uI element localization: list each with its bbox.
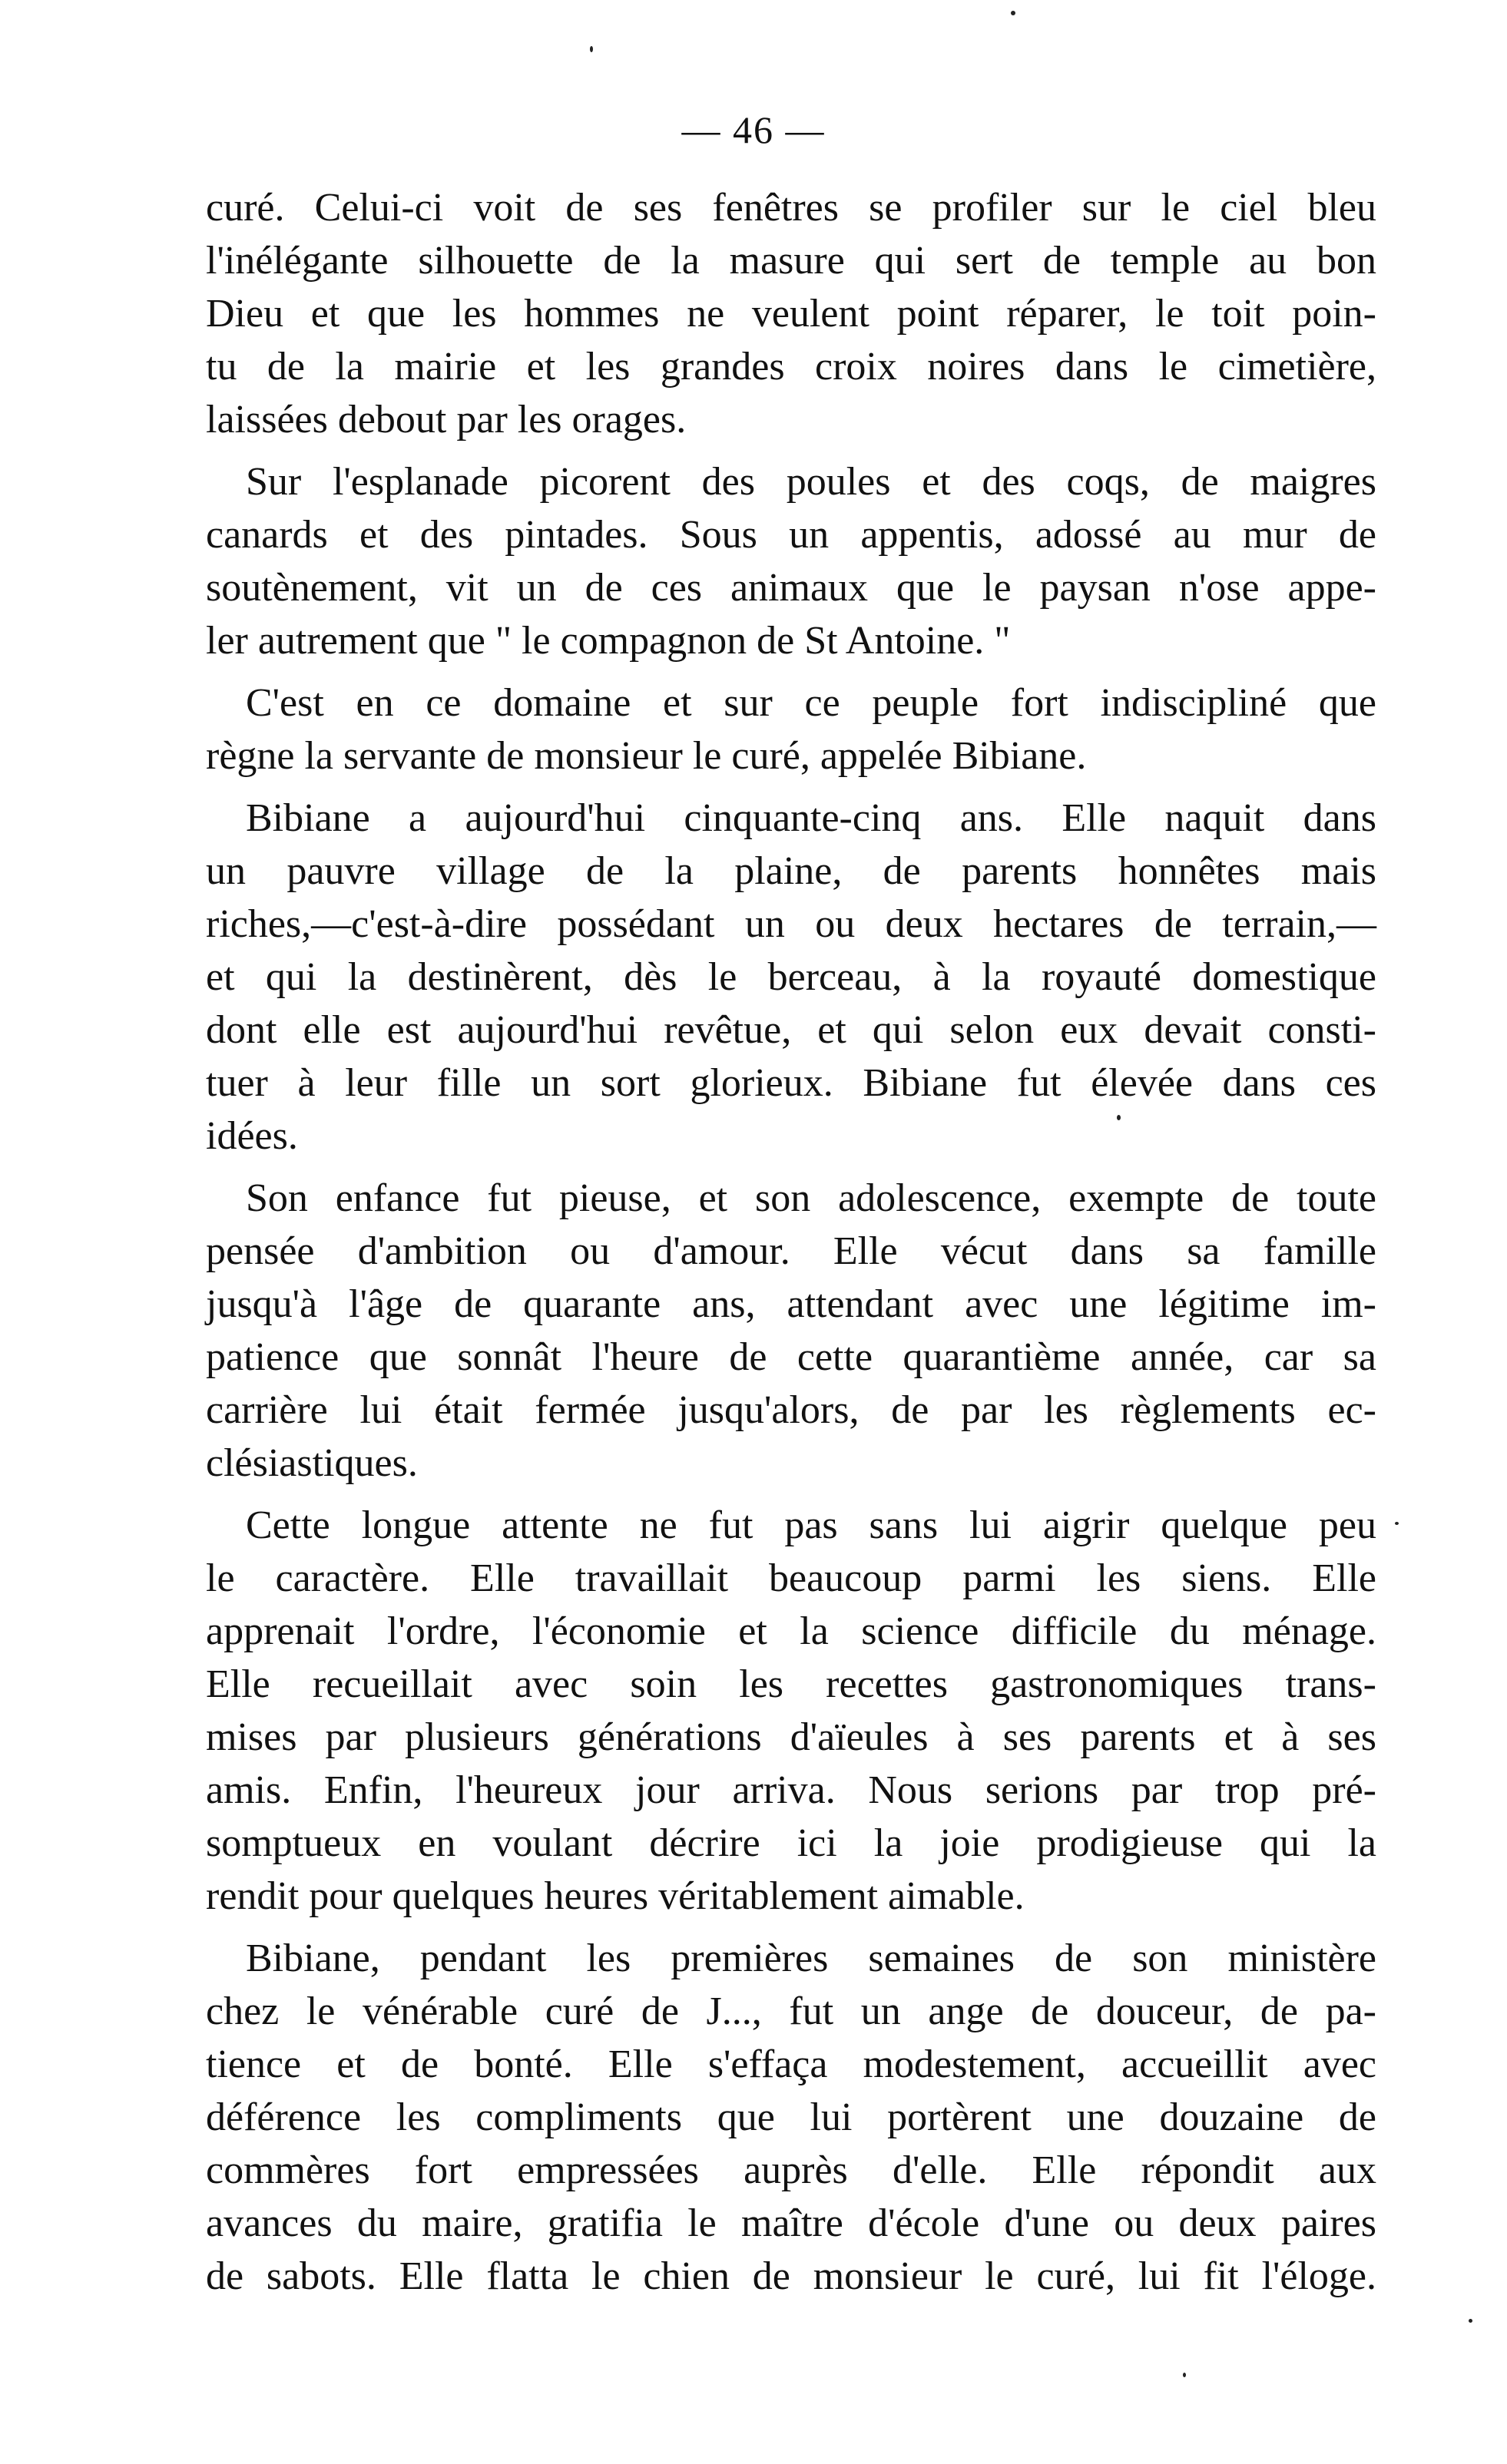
- text-line: déférence les compliments que lui portèrent une douzaine de: [206, 2095, 1376, 2139]
- text-line: C'est en ce domaine et sur ce peuple fort indiscipliné que: [246, 681, 1376, 725]
- text-line: chez le vénérable curé de J..., fut un ange de douceur, de pa-: [206, 1989, 1376, 2033]
- text-line: amis. Enfin, l'heureux jour arriva. Nous serions par trop pré-: [206, 1768, 1376, 1812]
- text-line: laissées debout par les orages.: [206, 398, 687, 442]
- text-line: dont elle est aujourd'hui revêtue, et qui selon eux devait consti-: [206, 1008, 1376, 1052]
- scan-speck: [1117, 1115, 1121, 1120]
- text-line: Cette longue attente ne fut pas sans lui aigrir quelque peu: [246, 1503, 1376, 1547]
- scan-speck: [590, 46, 593, 52]
- text-line: Bibiane, pendant les premières semaines de son ministère: [246, 1936, 1376, 1980]
- text-line: tuer à leur fille un sort glorieux. Bibiane fut élevée dans ces: [206, 1061, 1376, 1105]
- paragraph-gap: [206, 446, 1376, 455]
- text-line: carrière lui était fermée jusqu'alors, de par les règlements ec-: [206, 1388, 1376, 1432]
- paragraph-gap: [206, 1923, 1376, 1932]
- text-line: patience que sonnât l'heure de cette quarantième année, car sa: [206, 1335, 1376, 1379]
- text-line: et qui la destinèrent, dès le berceau, à la royauté domestique: [206, 955, 1376, 999]
- paragraph-gap: [206, 782, 1376, 792]
- text-line: soutènement, vit un de ces animaux que le paysan n'ose appe-: [206, 566, 1376, 610]
- text-line: Son enfance fut pieuse, et son adolescence, exempte de toute: [246, 1176, 1376, 1220]
- scan-speck: [1395, 1522, 1399, 1525]
- text-line: Dieu et que les hommes ne veulent point réparer, le toit poin-: [206, 292, 1376, 336]
- text-line: un pauvre village de la plaine, de parents honnêtes mais: [206, 849, 1376, 893]
- text-line: apprenait l'ordre, l'économie et la science difficile du ménage.: [206, 1609, 1376, 1653]
- scan-speck: [1011, 11, 1015, 15]
- paragraph-gap: [206, 1490, 1376, 1499]
- text-line: Sur l'esplanade picorent des poules et des coqs, de maigres: [246, 460, 1376, 504]
- text-line: l'inélégante silhouette de la masure qui sert de temple au bon: [206, 239, 1376, 283]
- text-line: ler autrement que " le compagnon de St Antoine. ": [206, 619, 1011, 663]
- text-line: avances du maire, gratifia le maître d'école d'une ou deux paires: [206, 2201, 1376, 2245]
- text-line: riches,—c'est-à-dire possédant un ou deux hectares de terrain,—: [206, 902, 1376, 946]
- text-line: jusqu'à l'âge de quarante ans, attendant avec une légitime im-: [206, 1282, 1376, 1326]
- text-body: [206, 181, 1376, 2303]
- text-line: Elle recueillait avec soin les recettes gastronomiques trans-: [206, 1662, 1376, 1706]
- paragraph: [206, 1499, 1376, 1923]
- text-line: somptueux en voulant décrire ici la joie prodigieuse qui la: [206, 1821, 1376, 1865]
- text-line: rendit pour quelques heures véritablement aimable.: [206, 1874, 1025, 1918]
- text-line: tience et de bonté. Elle s'effaça modestement, accueillit avec: [206, 2042, 1376, 2086]
- paragraph: [206, 1932, 1376, 2303]
- text-line: règne la servante de monsieur le curé, appelée Bibiane.: [206, 734, 1087, 778]
- text-line: idées.: [206, 1114, 298, 1158]
- text-line: de sabots. Elle flatta le chien de monsieur le curé, lui fit l'éloge.: [206, 2254, 1376, 2298]
- text-line: commères fort empressées auprès d'elle. Elle répondit aux: [206, 2148, 1376, 2192]
- paragraph-gap: [206, 1163, 1376, 1172]
- page-number: — 46 —: [681, 108, 826, 151]
- text-line: curé. Celui-ci voit de ses fenêtres se profiler sur le ciel bleu: [206, 186, 1376, 230]
- paragraph: [206, 181, 1376, 446]
- text-line: Bibiane a aujourd'hui cinquante-cinq ans. Elle naquit dans: [246, 796, 1376, 840]
- scan-speck: [1183, 2373, 1186, 2377]
- text-line: tu de la mairie et les grandes croix noires dans le cimetière,: [206, 345, 1376, 389]
- text-line: mises par plusieurs générations d'aïeules à ses parents et à ses: [206, 1715, 1376, 1759]
- paragraph: [206, 792, 1376, 1163]
- scan-speck: [1469, 2319, 1472, 2323]
- paragraph: [206, 676, 1376, 782]
- paragraph: [206, 1172, 1376, 1490]
- paragraph-gap: [206, 667, 1376, 676]
- text-line: canards et des pintades. Sous un appentis, adossé au mur de: [206, 513, 1376, 557]
- paragraph: [206, 455, 1376, 667]
- text-line: pensée d'ambition ou d'amour. Elle vécut dans sa famille: [206, 1229, 1376, 1273]
- text-line: clésiastiques.: [206, 1441, 418, 1485]
- text-line: le caractère. Elle travaillait beaucoup parmi les siens. Elle: [206, 1556, 1376, 1600]
